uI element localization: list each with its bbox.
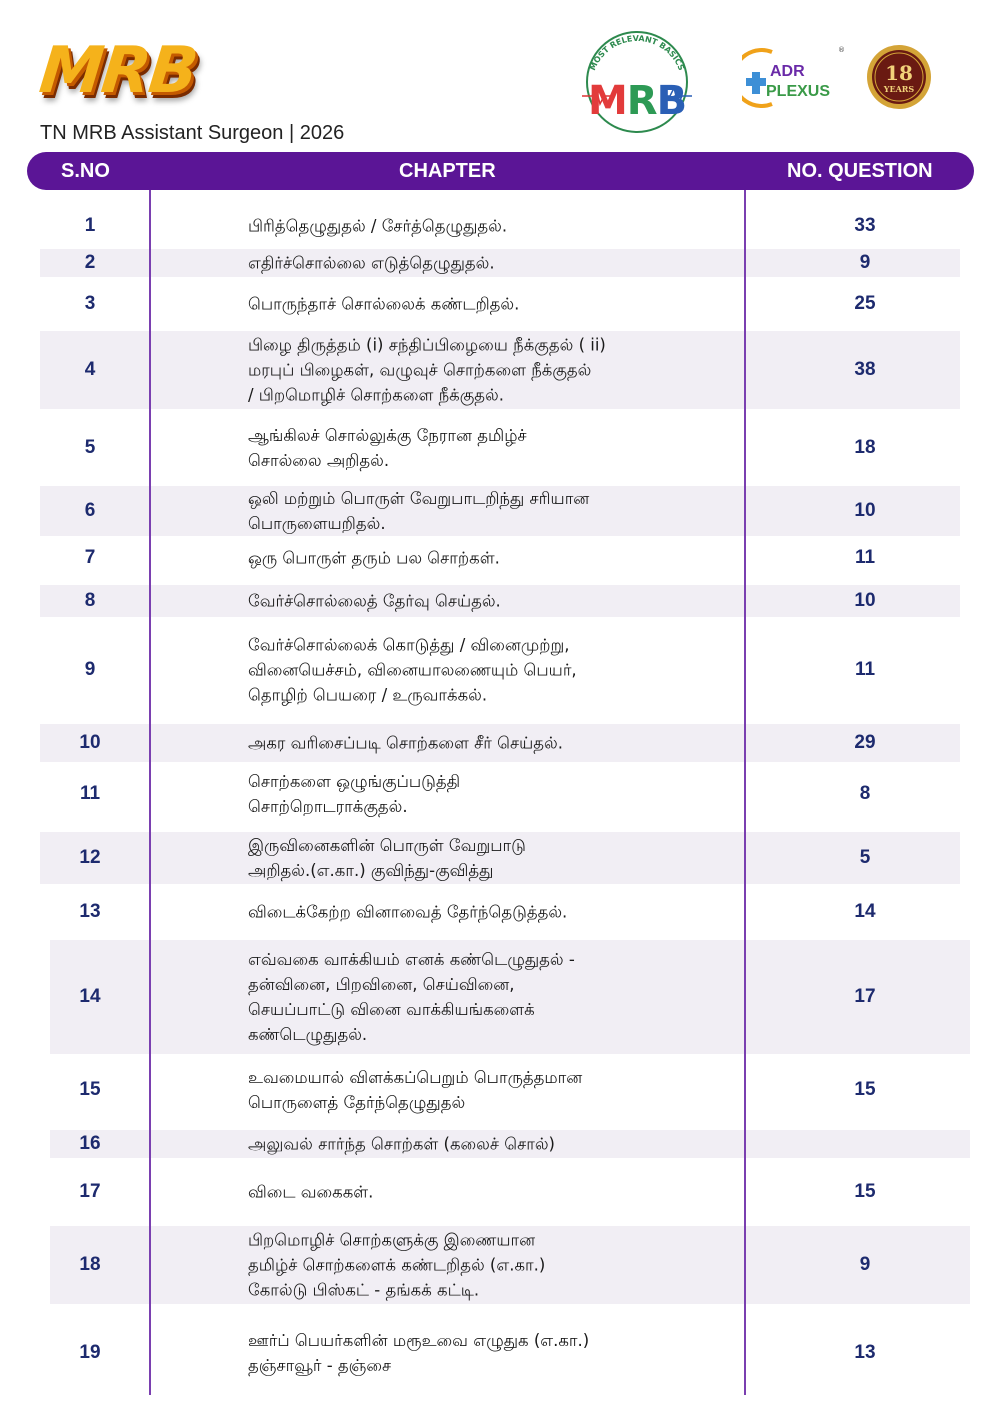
- row-chapter-text: [248, 833, 728, 883]
- chapter-line: அலுவல் சார்ந்த சொற்கள் (கலைச் சொல்): [248, 1134, 555, 1154]
- chapter-line: எதிர்ச்சொல்லை எடுத்தெழுதுதல்.: [248, 253, 495, 273]
- row-serial-number: 2: [84, 252, 96, 273]
- table-row: [40, 486, 960, 536]
- table-row: [40, 331, 960, 409]
- row-question-count: 15: [854, 1079, 876, 1100]
- table-row: [40, 724, 960, 762]
- chapter-line: உவமையால் விளக்கப்பெறும் பொருத்தமான: [248, 1068, 583, 1087]
- row-chapter-text: [248, 333, 728, 408]
- chapter-line: செயப்பாட்டு வினை வாக்கியங்களைக்: [248, 1000, 535, 1019]
- row-serial-number: 1: [84, 215, 96, 236]
- row-question-count: 25: [854, 293, 876, 314]
- chapter-line: மரபுப் பிழைகள், வழுவுச் சொற்களை நீக்குதல்: [248, 360, 592, 380]
- row-serial-number: 14: [79, 986, 101, 1007]
- row-chapter-text: [248, 214, 728, 239]
- column-divider-right: [744, 190, 746, 1395]
- row-question-count: 15: [854, 1181, 876, 1202]
- chapter-line: அறிதல்.(எ.கா.) குவிந்து-குவித்து: [248, 861, 494, 880]
- column-header-questions: NO. QUESTION: [787, 160, 933, 182]
- row-question-count: 18: [854, 437, 876, 458]
- chapter-line: பிறமொழிச் சொற்களுக்கு இணையான: [248, 1230, 536, 1250]
- chapter-line: வேர்ச்சொல்லைக் கொடுத்து / வினைமுற்று,: [248, 635, 570, 655]
- chapter-line: சொல்லை அறிதல்.: [248, 451, 390, 470]
- seal-number: 18: [885, 61, 913, 85]
- document-subtitle: TN MRB Assistant Surgeon | 2026: [40, 122, 345, 144]
- chapter-line: சொற்றொடராக்குதல்.: [248, 797, 408, 816]
- chapter-line: ஒலி மற்றும் பொருள் வேறுபாடறிந்து சரியான: [248, 489, 590, 508]
- row-question-count: 9: [859, 252, 871, 273]
- chapter-line: பொருந்தாச் சொல்லைக் கண்டறிதல்.: [248, 294, 520, 314]
- chapter-line: ஒரு பொருள் தரும் பல சொற்கள்.: [248, 548, 500, 568]
- row-chapter-text: [248, 1065, 728, 1115]
- mrb-badge-letters: MRB: [587, 78, 687, 124]
- table-row: [40, 208, 960, 244]
- svg-text:MOST RELEVANT BASICS: [588, 34, 686, 72]
- row-question-count: 11: [854, 547, 876, 568]
- column-divider-left: [149, 190, 151, 1395]
- row-serial-number: 5: [84, 437, 96, 458]
- chapter-line: பொருளைத் தேர்ந்தெழுதுதல்: [248, 1093, 466, 1112]
- row-chapter-text: [248, 546, 728, 571]
- table-row: [40, 540, 960, 576]
- adr-logo-line1: ADR: [770, 63, 805, 80]
- row-serial-number: 18: [79, 1254, 101, 1275]
- row-serial-number: 9: [84, 659, 96, 680]
- row-question-count: 10: [854, 590, 876, 611]
- chapter-line: இருவினைகளின் பொருள் வேறுபாடு: [248, 836, 526, 855]
- chapter-line: கண்டெழுதுதல்.: [248, 1025, 368, 1044]
- chapter-line: ஊர்ப் பெயர்களின் மரூஉவை எழுதுக (எ.கா.): [248, 1331, 590, 1350]
- chapter-line: ஆங்கிலச் சொல்லுக்கு நேரான தமிழ்ச்: [248, 426, 527, 445]
- row-serial-number: 8: [84, 590, 96, 611]
- chapter-line: / பிறமொழிச் சொற்களை நீக்குதல்.: [248, 385, 504, 405]
- table-row: [50, 1226, 970, 1304]
- row-serial-number: 4: [84, 359, 96, 380]
- row-serial-number: 19: [79, 1342, 101, 1363]
- chapter-line: விடைக்கேற்ற வினாவைத் தேர்ந்தெடுத்தல்.: [248, 902, 568, 922]
- seal-label: YEARS: [883, 84, 915, 94]
- table-row: [40, 622, 960, 718]
- row-chapter-text: [248, 731, 728, 756]
- brand-logo: MRB: [36, 34, 200, 108]
- table-row: [50, 1130, 970, 1158]
- row-chapter-text: [248, 1328, 728, 1378]
- row-chapter-text: [248, 589, 728, 614]
- column-header-sno: S.NO: [61, 160, 110, 182]
- table-row: [40, 832, 960, 884]
- table-row: [50, 940, 970, 1054]
- table-row: [50, 1168, 970, 1216]
- chapter-line: சொற்களை ஒழுங்குப்படுத்தி: [248, 772, 461, 791]
- chapter-line: விடை வகைகள்.: [248, 1182, 374, 1202]
- row-question-count: 13: [854, 1342, 876, 1363]
- column-header-chapter: CHAPTER: [399, 160, 496, 182]
- chapter-line: அகர வரிசைப்படி சொற்களை சீர் செய்தல்.: [248, 733, 563, 753]
- chapter-line: வினையெச்சம், வினையாலணையும் பெயர்,: [248, 660, 577, 680]
- row-serial-number: 10: [79, 732, 101, 753]
- row-serial-number: 12: [79, 847, 101, 868]
- row-chapter-text: [248, 423, 728, 473]
- row-chapter-text: [248, 292, 728, 317]
- row-serial-number: 15: [79, 1079, 101, 1100]
- row-chapter-text: [248, 1132, 728, 1157]
- chapter-line: பொருளையறிதல்.: [248, 514, 386, 533]
- adr-logo-line2: PLEXUS: [766, 83, 831, 100]
- table-row: [50, 1062, 970, 1118]
- row-question-count: 33: [854, 215, 876, 236]
- row-serial-number: 11: [79, 783, 101, 804]
- chapter-line: எவ்வகை வாக்கியம் எனக் கண்டெழுதுதல் -: [248, 950, 575, 969]
- table-header-bar: [27, 152, 974, 190]
- table-row: [50, 1320, 970, 1386]
- row-serial-number: 16: [79, 1133, 101, 1154]
- row-serial-number: 13: [79, 901, 101, 922]
- chapter-line: தொழிற் பெயரை / உருவாக்கல்.: [248, 685, 488, 705]
- row-question-count: 38: [854, 359, 876, 380]
- table-row: [40, 766, 960, 822]
- eighteen-years-seal: [866, 44, 932, 110]
- row-question-count: 5: [859, 847, 871, 868]
- row-chapter-text: [248, 1228, 728, 1303]
- table-row: [40, 249, 960, 277]
- adr-plexus-logo: [742, 44, 846, 112]
- row-chapter-text: [248, 251, 728, 276]
- row-chapter-text: [248, 633, 728, 708]
- chapter-line: தமிழ்ச் சொற்களைக் கண்டறிதல் (எ.கா.): [248, 1255, 546, 1275]
- row-serial-number: 7: [84, 547, 96, 568]
- mrb-badge-logo: [578, 26, 696, 138]
- row-question-count: 10: [854, 500, 876, 521]
- row-question-count: 29: [854, 732, 876, 753]
- mrb-badge-ring-text: MOST RELEVANT BASICS: [588, 33, 686, 72]
- chapter-line: தஞ்சாவூர் - தஞ்சை: [248, 1356, 392, 1375]
- row-question-count: 9: [859, 1254, 871, 1275]
- chapter-line: தன்வினை, பிறவினை, செய்வினை,: [248, 975, 515, 994]
- row-question-count: 8: [859, 783, 871, 804]
- row-question-count: 11: [854, 659, 876, 680]
- row-chapter-text: [248, 900, 728, 925]
- svg-text:®: ®: [838, 46, 845, 54]
- row-chapter-text: [248, 769, 728, 819]
- row-question-count: 14: [854, 901, 876, 922]
- table-row: [50, 892, 970, 932]
- chapter-line: வேர்ச்சொல்லைத் தேர்வு செய்தல்.: [248, 591, 501, 611]
- row-question-count: 17: [854, 986, 876, 1007]
- row-serial-number: 6: [84, 500, 96, 521]
- chapter-line: பிழை திருத்தம் (i) சந்திப்பிழையை நீக்குதல் ( ii): [248, 335, 606, 355]
- row-chapter-text: [248, 486, 728, 536]
- row-chapter-text: [248, 947, 728, 1047]
- table-row: [40, 585, 960, 617]
- row-serial-number: 3: [84, 293, 96, 314]
- chapter-line: கோல்டு பிஸ்கட் - தங்கக் கட்டி.: [248, 1280, 480, 1300]
- row-chapter-text: [248, 1180, 728, 1205]
- table-row: [40, 413, 960, 483]
- row-serial-number: 17: [79, 1181, 101, 1202]
- chapter-line: பிரித்தெழுதுதல் / சேர்த்தெழுதுதல்.: [248, 216, 508, 236]
- table-row: [40, 286, 960, 322]
